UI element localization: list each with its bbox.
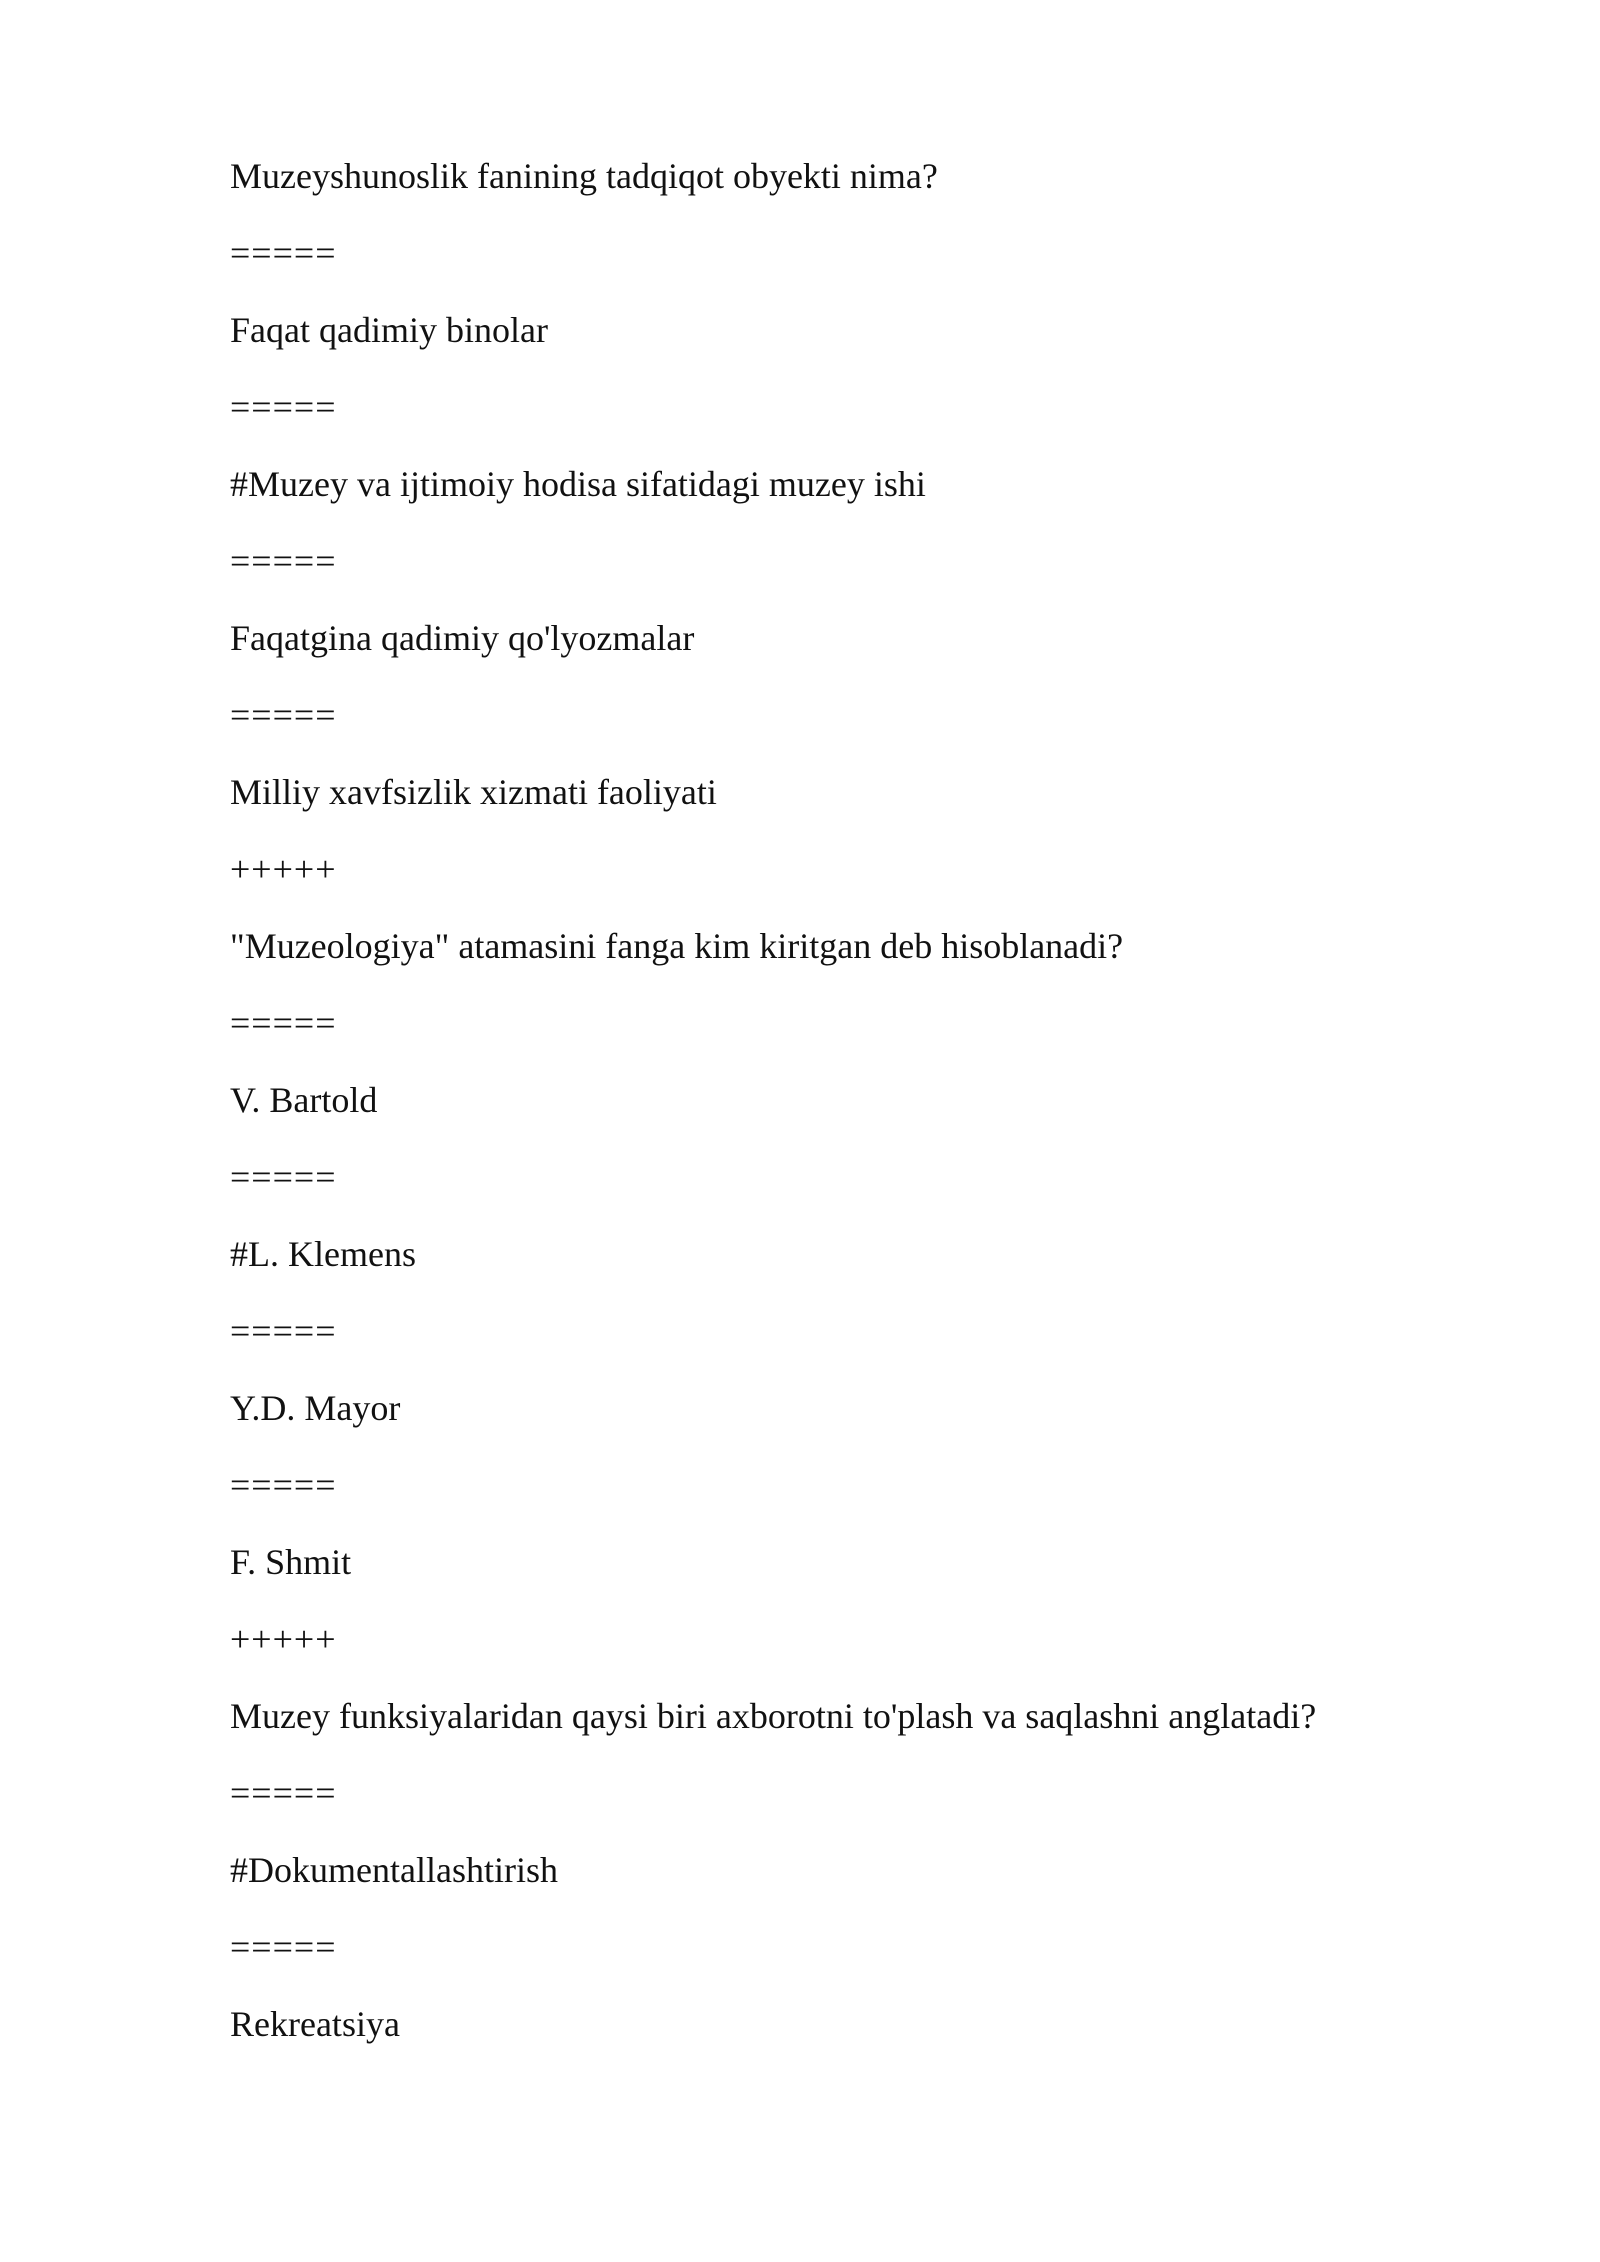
answer-option: Rekreatsiya <box>230 2004 400 2044</box>
answer-option: F. Shmit <box>230 1542 352 1582</box>
answer-option-correct: #L. Klemens <box>230 1234 416 1274</box>
answer-option: Faqatgina qadimiy qo'lyozmalar <box>230 618 695 658</box>
option-separator: ===== <box>230 1927 337 1967</box>
option-separator: ===== <box>230 1773 337 1813</box>
question-text: Muzey funksiyalaridan qaysi biri axborotni to'plash va saqlashni anglatadi? <box>230 1696 1317 1736</box>
question-text: "Muzeologiya" atamasini fanga kim kiritgan deb hisoblanadi? <box>230 926 1124 966</box>
answer-option: V. Bartold <box>230 1080 378 1120</box>
option-separator: ===== <box>230 1465 337 1505</box>
answer-option: Faqat qadimiy binolar <box>230 310 548 350</box>
question-text: Muzeyshunoslik fanining tadqiqot obyekti nima? <box>230 156 938 196</box>
answer-option-correct: #Dokumentallashtirish <box>230 1850 558 1890</box>
option-separator: ===== <box>230 541 337 581</box>
option-separator: ===== <box>230 695 337 735</box>
option-separator: ===== <box>230 1311 337 1351</box>
option-separator: ===== <box>230 233 337 273</box>
answer-option: Y.D. Mayor <box>230 1388 401 1428</box>
option-separator: ===== <box>230 1157 337 1197</box>
question-separator: +++++ <box>230 849 337 889</box>
option-separator: ===== <box>230 1003 337 1043</box>
document-body <box>230 144 1470 2069</box>
option-separator: ===== <box>230 387 337 427</box>
answer-option-correct: #Muzey va ijtimoiy hodisa sifatidagi muzey ishi <box>230 464 926 504</box>
answer-option: Milliy xavfsizlik xizmati faoliyati <box>230 772 717 812</box>
question-separator: +++++ <box>230 1619 337 1659</box>
